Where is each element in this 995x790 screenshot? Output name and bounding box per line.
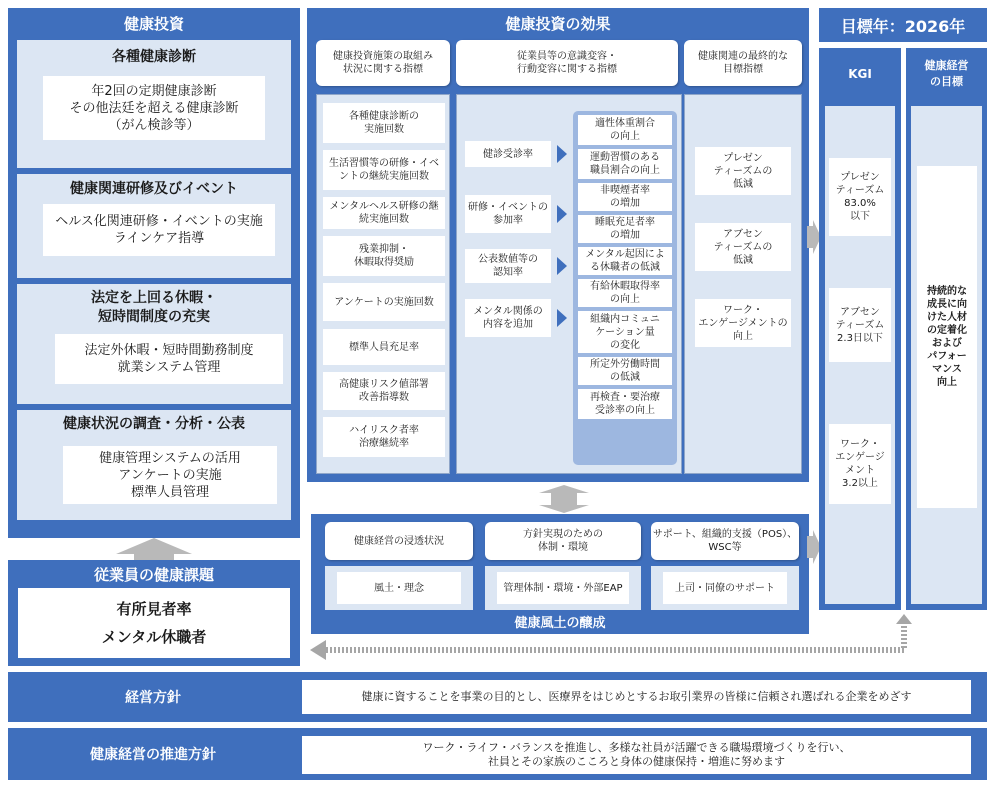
goal-panel (906, 48, 987, 610)
behavior-outcome: 有給休暇取得率 の向上 (578, 279, 672, 307)
final-indicator: プレゼン ティーズムの 低減 (695, 147, 791, 195)
behavior-outcome: 適性体重割合 の向上 (578, 115, 672, 145)
section-body: 健康管理システムの活用 アンケートの実施 標準人員管理 (63, 446, 277, 504)
effects-panel (307, 8, 809, 482)
kgi-item: プレゼン ティーズム 83.0% 以下 (829, 158, 891, 236)
chevron-right-icon (557, 205, 567, 223)
behavior-indicator: 研修・イベントの 参加率 (465, 195, 551, 233)
col-initiatives (316, 94, 450, 474)
policy-text: ワーク・ライフ・バランスを推進し、多様な社員が活躍できる職場環境づくりを行い、 社員とその家族のこころと身体の健康保持・増進に努めます (302, 736, 971, 774)
goal-text: 持続的な 成長に向 けた人材 の定着化 および パフォー マンス 向上 (917, 166, 977, 508)
initiative-indicator: 各種健康診断の 実施回数 (323, 103, 445, 143)
initiative-indicator: メンタルヘルス研修の継 続実施回数 (323, 197, 445, 229)
target-year-header (819, 8, 987, 42)
initiative-indicator: アンケートの実施回数 (323, 283, 445, 321)
section-leave-system (17, 284, 291, 404)
health-policy-row (8, 728, 987, 780)
culture-item-body: 管理体制・環境・外部EAP (497, 572, 629, 604)
initiative-indicator: 高健康リスク値部署 改善指導数 (323, 372, 445, 410)
col-header-behavior: 従業員等の意識変容・ 行動変容に関する指標 (456, 40, 678, 86)
initiative-indicator: ハイリスク者率 治療継続率 (323, 417, 445, 457)
section-title: 健康状況の調査・分析・公表 (63, 416, 245, 432)
behavior-indicator: メンタル関係の 内容を追加 (465, 299, 551, 337)
behavior-indicator: 公表数値等の 認知率 (465, 249, 551, 283)
final-indicator: ワーク・ エンゲージメントの 向上 (695, 299, 791, 347)
behavior-indicator: 健診受診率 (465, 141, 551, 167)
management-policy-row (8, 672, 987, 722)
final-indicator: アブセン ティーズムの 低減 (695, 223, 791, 271)
initiative-indicator: 生活習慣等の研修・イベ ントの継続実施回数 (323, 150, 445, 190)
col-header-initiatives: 健康投資施策の取組み 状況に関する指標 (316, 40, 450, 86)
kgi-header: KGI (848, 67, 872, 81)
policy-label: 経営方針 (125, 690, 181, 706)
section-health-checkups (17, 40, 291, 168)
initiative-indicator: 標準人員充足率 (323, 329, 445, 365)
culture-item-box (325, 566, 473, 610)
col-header-final: 健康関連の最終的な 目標指標 (684, 40, 802, 86)
section-training-events (17, 174, 291, 278)
behavior-outcome: 再検査・要治療 受診率の向上 (578, 389, 672, 419)
initiative-indicator: 残業抑制・ 休暇取得奨励 (323, 236, 445, 276)
col-final (684, 94, 802, 474)
culture-item-title: 健康経営の浸透状況 (325, 522, 473, 560)
chevron-right-icon (557, 309, 567, 327)
behavior-outcome: メンタル起因によ る休職者の低減 (578, 247, 672, 275)
section-survey-analysis (17, 410, 291, 520)
behavior-outcome: 所定外労働時間 の低減 (578, 357, 672, 385)
policy-text: 健康に資することを事業の目的とし、医療界をはじめとするお取引業界の皆様に信頼され選ばれる企業をめざす (302, 680, 971, 714)
target-year-label: 目標年：2026年 (840, 16, 966, 36)
chevron-right-icon (557, 257, 567, 275)
section-body: 法定外休暇・短時間勤務制度 就業システム管理 (55, 334, 283, 384)
behavior-outcome: 組織内コミュニ ケーション量 の変化 (578, 311, 672, 353)
culture-footer: 健康風土の醸成 (514, 615, 606, 631)
double-arrow-icon (533, 484, 595, 514)
culture-item-box (651, 566, 799, 610)
behavior-group (573, 111, 677, 465)
effects-header: 健康投資の効果 (505, 14, 611, 33)
behavior-outcome: 非喫煙者率 の増加 (578, 183, 672, 211)
section-title: 法定を上回る休暇・ 短時間制度の充実 (91, 290, 217, 325)
policy-label: 健康経営の推進方針 (90, 747, 216, 763)
section-title: 健康関連研修及びイベント (70, 181, 238, 197)
section-body: 年2回の定期健康診断 その他法廷を超える健康診断 （がん検診等） (43, 76, 265, 140)
kgi-panel (819, 48, 901, 610)
health-issues-box (18, 588, 290, 658)
goal-header: 健康経営 の目標 (924, 59, 969, 88)
investment-panel (8, 8, 300, 538)
culture-item-body: 上司・同僚のサポート (663, 572, 787, 604)
issue-item: メンタル休職者 (101, 627, 207, 646)
section-body: ヘルス化関連研修・イベントの実施 ラインケア指導 (43, 204, 275, 256)
health-issues-header: 従業員の健康課題 (93, 565, 214, 584)
kgi-item: ワーク・ エンゲージ メント 3.2以上 (829, 424, 891, 504)
culture-item-body: 風土・理念 (337, 572, 461, 604)
behavior-outcome: 睡眠充足者率 の増加 (578, 215, 672, 243)
behavior-outcome: 運動習慣のある 職員割合の向上 (578, 149, 672, 179)
culture-item-box (485, 566, 641, 610)
section-title: 各種健康診断 (112, 49, 196, 65)
culture-item-title: サポート、組織的支援（POS）、 WSC等 (651, 522, 799, 560)
health-issues-panel (8, 560, 300, 666)
up-arrow-icon (112, 536, 196, 560)
chevron-right-icon (557, 145, 567, 163)
feedback-arrow-icon (306, 612, 918, 662)
kgi-item: アブセン ティーズム 2.3日以下 (829, 288, 891, 362)
culture-item-title: 方針実現のための 体制・環境 (485, 522, 641, 560)
kgi-body (825, 106, 895, 604)
col-behavior (456, 94, 682, 474)
investment-header: 健康投資 (123, 14, 184, 33)
issue-item: 有所見者率 (116, 599, 192, 618)
goal-body (911, 106, 982, 604)
